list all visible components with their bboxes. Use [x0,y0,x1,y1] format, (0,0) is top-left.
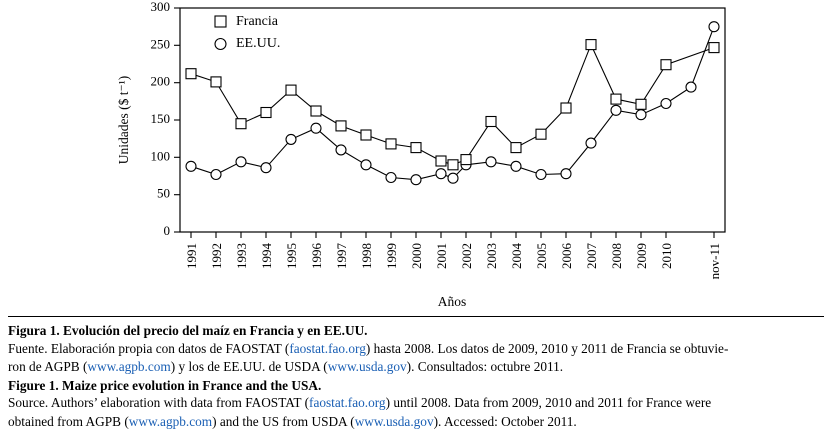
caption-text: ) until 2008. Data from 2009, 2010 and 2011 for France were [385,395,712,411]
data-point-francia [636,99,646,109]
data-point-francia [709,43,719,53]
data-point-eeuu [386,173,396,183]
x-tick-label: 1996 [309,243,324,269]
x-tick-labels [184,243,722,280]
data-point-eeuu [611,105,621,115]
x-tick-label: 2010 [659,243,674,269]
data-point-eeuu [636,110,646,120]
data-point-francia [448,160,458,170]
caption-text: Source. Authors’ elaboration with data from FAOSTAT ( [8,395,310,411]
y-tick-250 [151,36,181,51]
x-tick-label: 1992 [209,243,224,269]
caption-title-en: Figure 1. Maize price evolution in France and the USA. [8,377,322,393]
data-point-francia [186,69,196,79]
x-tick-label: 2004 [509,243,524,269]
x-tick-label: 2006 [559,243,574,269]
caption-divider [8,316,824,317]
y-tick-200 [151,74,181,89]
link-faostat-es[interactable]: faostat.fao.org [289,340,366,356]
caption-source-en-line1 [8,394,824,412]
link-agpb-en[interactable]: www.agpb.com [128,413,213,429]
x-tick-label: 1998 [359,243,374,269]
caption-text: ) and the US from USDA ( [212,413,355,429]
data-point-francia [486,117,496,127]
link-faostat-en[interactable]: faostat.fao.org [309,395,386,411]
data-point-eeuu [511,161,521,171]
data-point-eeuu [486,157,496,167]
x-tick-label: 2005 [534,243,549,269]
data-point-francia [211,77,221,87]
data-point-francia [411,143,421,153]
data-point-francia [386,139,396,149]
data-point-eeuu [336,145,346,155]
x-tick-label: 1993 [234,243,249,269]
caption-text: ) y los de EE.UU. de USDA ( [170,359,328,375]
caption-title-es: Figura 1. Evolución del precio del maíz en Francia y en EE.UU. [8,323,368,338]
y-tick-label: 100 [150,148,170,164]
y-tick-50 [157,186,180,201]
data-point-eeuu [286,134,296,144]
y-axis-title: Unidades ($ t⁻¹) [116,75,131,165]
caption-text: obtained from AGPB ( [8,413,129,429]
x-tick-label: 2000 [409,243,424,269]
data-point-francia [286,85,296,95]
x-tick-label: nov-11 [707,243,722,280]
x-tick-label: 1991 [184,243,199,269]
legend-label-francia: Francia [236,14,278,30]
data-point-eeuu [186,161,196,171]
data-point-francia [261,108,271,118]
x-tick-label: 2001 [434,243,449,269]
x-tick-label: 1999 [384,243,399,269]
y-axis [151,0,181,238]
y-tick-150 [151,111,181,126]
data-point-eeuu [261,163,271,173]
x-tick-label: 2007 [584,243,599,269]
data-point-eeuu [311,123,321,133]
link-agpb-es[interactable]: www.agpb.com [87,359,171,375]
link-usda-en[interactable]: www.usda.gov [354,413,434,429]
legend-marker-francia [215,16,226,27]
data-point-francia [511,143,521,153]
caption-source-es-line1 [8,340,824,358]
data-point-francia [336,121,346,131]
data-point-eeuu [436,169,446,179]
data-point-eeuu [536,170,546,180]
caption-source-es-line2 [8,358,824,376]
link-usda-es[interactable]: www.usda.gov [327,359,407,375]
x-tick-label: 2008 [609,243,624,269]
y-tick-label: 150 [150,110,170,126]
caption-text: ). Accessed: October 2011. [433,413,577,429]
data-point-francia [236,119,246,129]
data-point-eeuu [561,169,571,179]
data-point-francia [436,156,446,166]
legend-label-eeuu: EE.UU. [236,36,281,52]
data-point-eeuu [448,173,458,183]
data-point-eeuu [361,160,371,170]
data-point-eeuu [211,170,221,180]
x-axis [191,232,714,238]
data-point-francia [461,155,471,165]
data-point-francia [611,94,621,104]
x-axis-title: Años [437,294,467,309]
data-point-francia [361,130,371,140]
x-tick-label: 1997 [334,243,349,269]
data-point-eeuu [686,82,696,92]
x-tick-label: 2009 [634,243,649,269]
data-point-eeuu [411,175,421,185]
caption-text: Fuente. Elaboración propia con datos de FAOSTAT ( [8,340,290,356]
caption-source-en-line2 [8,413,824,431]
y-tick-label: 200 [150,73,170,89]
y-tick-100 [151,148,181,163]
data-point-francia [661,60,671,70]
legend-marker-eeuu [215,39,226,50]
data-point-francia [586,40,596,50]
caption-text: ). Consultados: octubre 2011. [406,359,564,375]
data-point-eeuu [709,22,719,32]
data-point-francia [561,103,571,113]
figure-caption [8,316,824,431]
data-point-francia [311,106,321,116]
y-tick-label: 300 [150,0,170,14]
data-point-francia [536,129,546,139]
data-point-eeuu [586,138,596,148]
x-tick-label: 2003 [484,243,499,269]
y-tick-300 [151,0,181,14]
x-tick-label: 1995 [284,243,299,269]
data-point-eeuu [236,157,246,167]
data-point-eeuu [661,99,671,109]
x-tick-label: 2002 [459,243,474,269]
caption-text: ron de AGPB ( [8,359,88,375]
caption-text: ) hasta 2008. Los datos de 2009, 2010 y 2011 de Francia se obtuvie- [365,340,729,356]
y-tick-0 [164,223,181,238]
x-tick-label: 1994 [259,243,274,269]
y-tick-label: 50 [157,185,170,201]
y-tick-label: 250 [150,36,170,52]
y-tick-label: 0 [163,222,170,238]
